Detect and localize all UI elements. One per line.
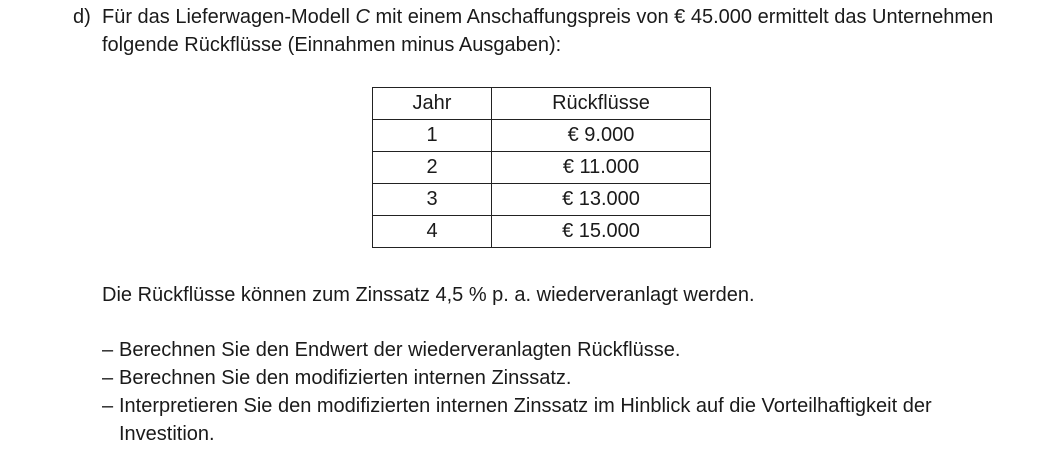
subtask-text: Interpretieren Sie den modifizierten internen Zinssatz im Hinblick auf die Vorteilhaftigkeit der Investition. xyxy=(119,395,932,445)
task-d xyxy=(73,3,1013,59)
model-name: C xyxy=(355,6,370,28)
cell-cash-flow: € 9.000 xyxy=(492,120,711,152)
header-year: Jahr xyxy=(373,88,492,120)
cell-year: 1 xyxy=(373,120,492,152)
reinvestment-note: Die Rückflüsse können zum Zinssatz 4,5 % p. a. wiederveranlagt werden. xyxy=(102,284,755,306)
cell-year: 3 xyxy=(373,184,492,216)
table-row xyxy=(373,152,711,184)
cell-year: 4 xyxy=(373,216,492,248)
table-header-row xyxy=(373,88,711,120)
cash-flow-table xyxy=(372,87,711,248)
subtask-list xyxy=(102,336,1002,448)
subtask-text: Berechnen Sie den modifizierten internen Zinssatz. xyxy=(119,367,572,389)
list-item xyxy=(102,364,1002,392)
list-item xyxy=(102,336,1002,364)
task-label: d) xyxy=(73,6,91,28)
cell-cash-flow: € 15.000 xyxy=(492,216,711,248)
table-row xyxy=(373,216,711,248)
cell-cash-flow: € 13.000 xyxy=(492,184,711,216)
table-row xyxy=(373,184,711,216)
list-item xyxy=(102,392,1002,448)
dash-bullet: – xyxy=(102,367,114,389)
task-text xyxy=(102,3,1013,59)
subtask-text: Berechnen Sie den Endwert der wiederveranlagten Rückflüsse. xyxy=(119,339,681,361)
cell-year: 2 xyxy=(373,152,492,184)
dash-bullet: – xyxy=(102,395,114,417)
cell-cash-flow: € 11.000 xyxy=(492,152,711,184)
task-statement xyxy=(73,3,1013,59)
task-text-end: mit einem Anschaffungspreis von € 45.000 ermittelt das Unternehmen folgende Rückflüsse (Einnahmen minus Ausgaben): xyxy=(102,6,994,56)
header-cash-flows: Rückflüsse xyxy=(492,88,711,120)
task-text-start: Für das Lieferwagen-Modell xyxy=(102,6,356,28)
dash-bullet: – xyxy=(102,339,114,361)
table-row xyxy=(373,120,711,152)
